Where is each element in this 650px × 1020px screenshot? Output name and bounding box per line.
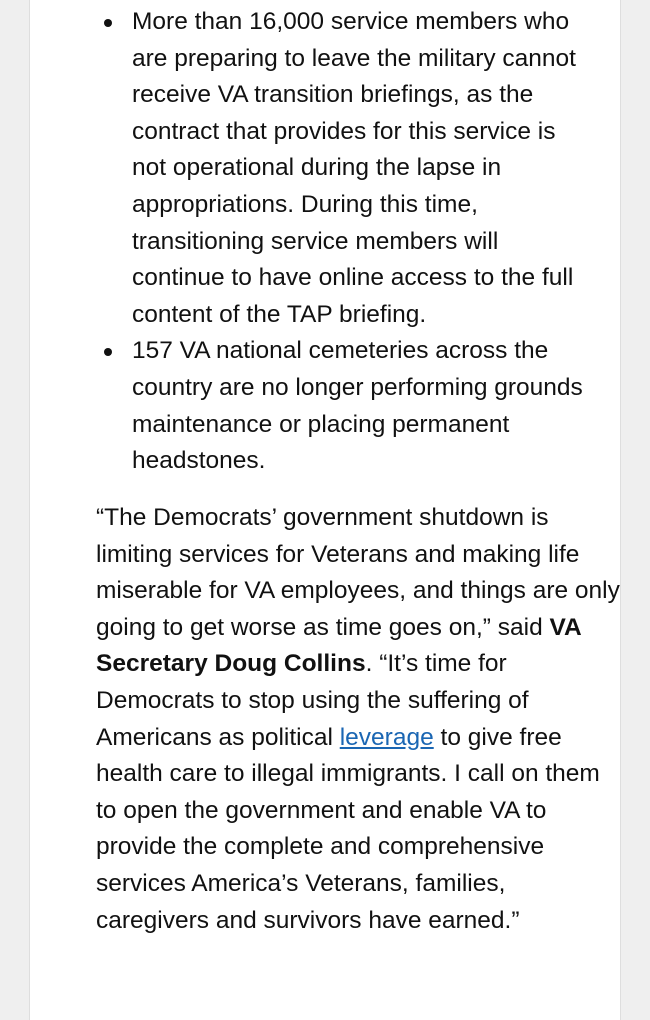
bullet-text-transition-briefings: More than 16,000 service members who are preparing to leave the military cannot receive VA transition briefings, as the contract that provides for this service is not operational during the lapse in appropriations. During this time, transitioning service members will continue to have online access to the full content of the TAP briefing. (132, 8, 576, 328)
quote-text-part-2: . “It’s time for Democrats to stop using the suffering of Americans as political (96, 650, 529, 751)
article-card (29, 0, 621, 1020)
quote-text-part-1: “The Democrats’ government shutdown is limiting services for Veterans and making life miserable for VA employees, and things are only going to get worse as time goes on,” said (96, 504, 620, 641)
bullet-dot-icon (104, 19, 112, 27)
bullet-dot-icon (104, 348, 112, 356)
bullet-text-cemeteries: 157 VA national cemeteries across the country are no longer performing grounds maintenance or placing permanent headstones. (132, 337, 583, 475)
quote-text-part-3: to give free health care to illegal immigrants. I call on them to open the government and enable VA to provide the complete and comprehensive services America’s Veterans, families, caregivers and survivors have earned.” (96, 723, 600, 934)
list-item (104, 4, 584, 333)
bullet-list (104, 4, 584, 480)
leverage-link[interactable]: leverage (339, 723, 434, 751)
list-item (104, 333, 584, 479)
quote-paragraph (96, 500, 621, 939)
speaker-name: VA Secretary Doug Collins (96, 613, 581, 678)
